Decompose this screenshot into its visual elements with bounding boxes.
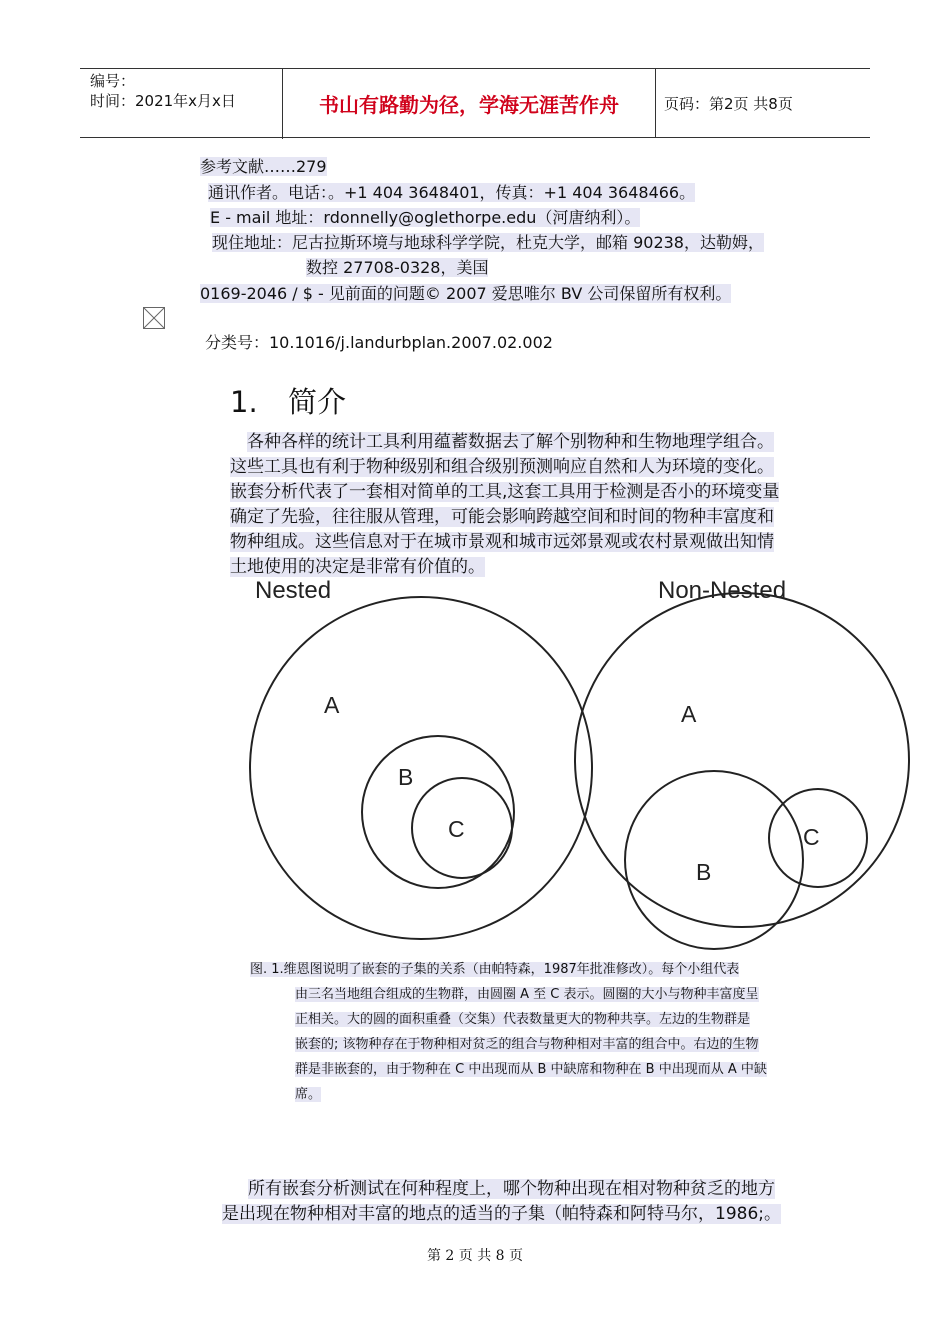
address-line-2: 数控 27708-0328，美国 <box>306 258 489 277</box>
header-number-label: 编号： <box>90 72 136 90</box>
nested-circle-b <box>362 736 514 888</box>
caption-line: 图. 1.维恩图说明了嵌套的子集的关系（由帕特森，1987年批准修改）。每个小组代表 <box>250 962 740 977</box>
nested-label-a: A <box>324 692 340 718</box>
intro-paragraph <box>230 430 820 580</box>
intro-line: 各种各样的统计工具利用蕴蓄数据去了解个别物种和生物地理学组合。 <box>247 432 774 452</box>
intro-line: 土地使用的决定是非常有价值的。 <box>230 557 485 577</box>
body-paragraph <box>222 1177 822 1227</box>
page-header <box>80 68 870 138</box>
header-time-label: 时间：2021年x月x日 <box>90 92 236 110</box>
caption-line: 正相关。大的圆的面积重叠（交集）代表数量更大的物种共享。左边的生物群是 <box>295 1012 751 1027</box>
page-footer: 第 2 页 共 8 页 <box>426 1248 524 1264</box>
email-line: E - mail 地址：rdonnelly@oglethorpe.edu（河唐纳利）。 <box>210 208 641 227</box>
figure-caption <box>250 957 810 1107</box>
nested-label-b: B <box>398 764 414 790</box>
caption-line: 由三名当地组合组成的生物群，由圆圈 A 至 C 表示。圆圈的大小与物种丰富度呈 <box>295 987 759 1002</box>
intro-line: 物种组成。这些信息对于在城市景观和城市远郊景观或农村景观做出知情 <box>230 532 774 552</box>
section-heading <box>230 380 346 421</box>
doi-line: 分类号：10.1016/j.landurbplan.2007.02.002 <box>205 333 553 352</box>
non-nested-label-c: C <box>803 824 820 850</box>
intro-line: 确定了先验，往往服从管理，可能会影响跨越空间和时间的物种丰富度和 <box>230 507 774 527</box>
caption-line: 席。 <box>295 1087 322 1102</box>
non-nested-title: Non-Nested <box>658 577 787 604</box>
header-meta <box>80 69 283 139</box>
section-title: 简介 <box>288 385 347 419</box>
header-motto: 书山有路勤为径，学海无涯苦作舟 <box>283 69 656 137</box>
nested-circle-a <box>250 597 592 939</box>
body-line: 是出现在物种相对丰富的地点的适当的子集（帕特森和阿特马尔，1986;。 <box>222 1204 781 1224</box>
non-nested-label-a: A <box>681 701 697 727</box>
copyright-line: 0169-2046 / $ - 见前面的问题© 2007 爱思唯尔 BV 公司保留所有权利。 <box>200 284 732 303</box>
address-line-1: 现住地址：尼古拉斯环境与地球科学学院，杜克大学，邮箱 90238，达勒姆， <box>212 233 764 252</box>
intro-line: 这些工具也有利于物种级别和组合级别预测响应自然和人为环境的变化。 <box>230 457 774 477</box>
missing-image-icon <box>143 307 165 329</box>
references-line: 参考文献……279 <box>200 157 327 176</box>
corresponding-author-line: 通讯作者。电话：。+1 404 3648401，传真：+1 404 3648466。 <box>208 183 696 202</box>
section-number: 1. <box>230 385 258 419</box>
intro-line: 嵌套分析代表了一套相对简单的工具,这套工具用于检测是否小的环境变量 <box>230 482 780 502</box>
non-nested-circle-b <box>625 771 803 949</box>
header-page-label: 页码：第2页 共8页 <box>664 94 793 113</box>
nested-title: Nested <box>255 577 332 604</box>
caption-line: 群是非嵌套的，由于物种在 C 中出现而从 B 中缺席和物种在 B 中出现而从 A 中缺 <box>295 1062 767 1077</box>
nested-label-c: C <box>448 816 465 842</box>
caption-line: 嵌套的; 该物种存在于物种相对贫乏的组合与物种相对丰富的组合中。右边的生物 <box>295 1037 759 1052</box>
non-nested-label-b: B <box>696 859 712 885</box>
body-line: 所有嵌套分析测试在何种程度上，哪个物种出现在相对物种贫乏的地方 <box>248 1179 775 1199</box>
venn-figure <box>240 570 920 955</box>
non-nested-circle-a <box>575 593 909 927</box>
